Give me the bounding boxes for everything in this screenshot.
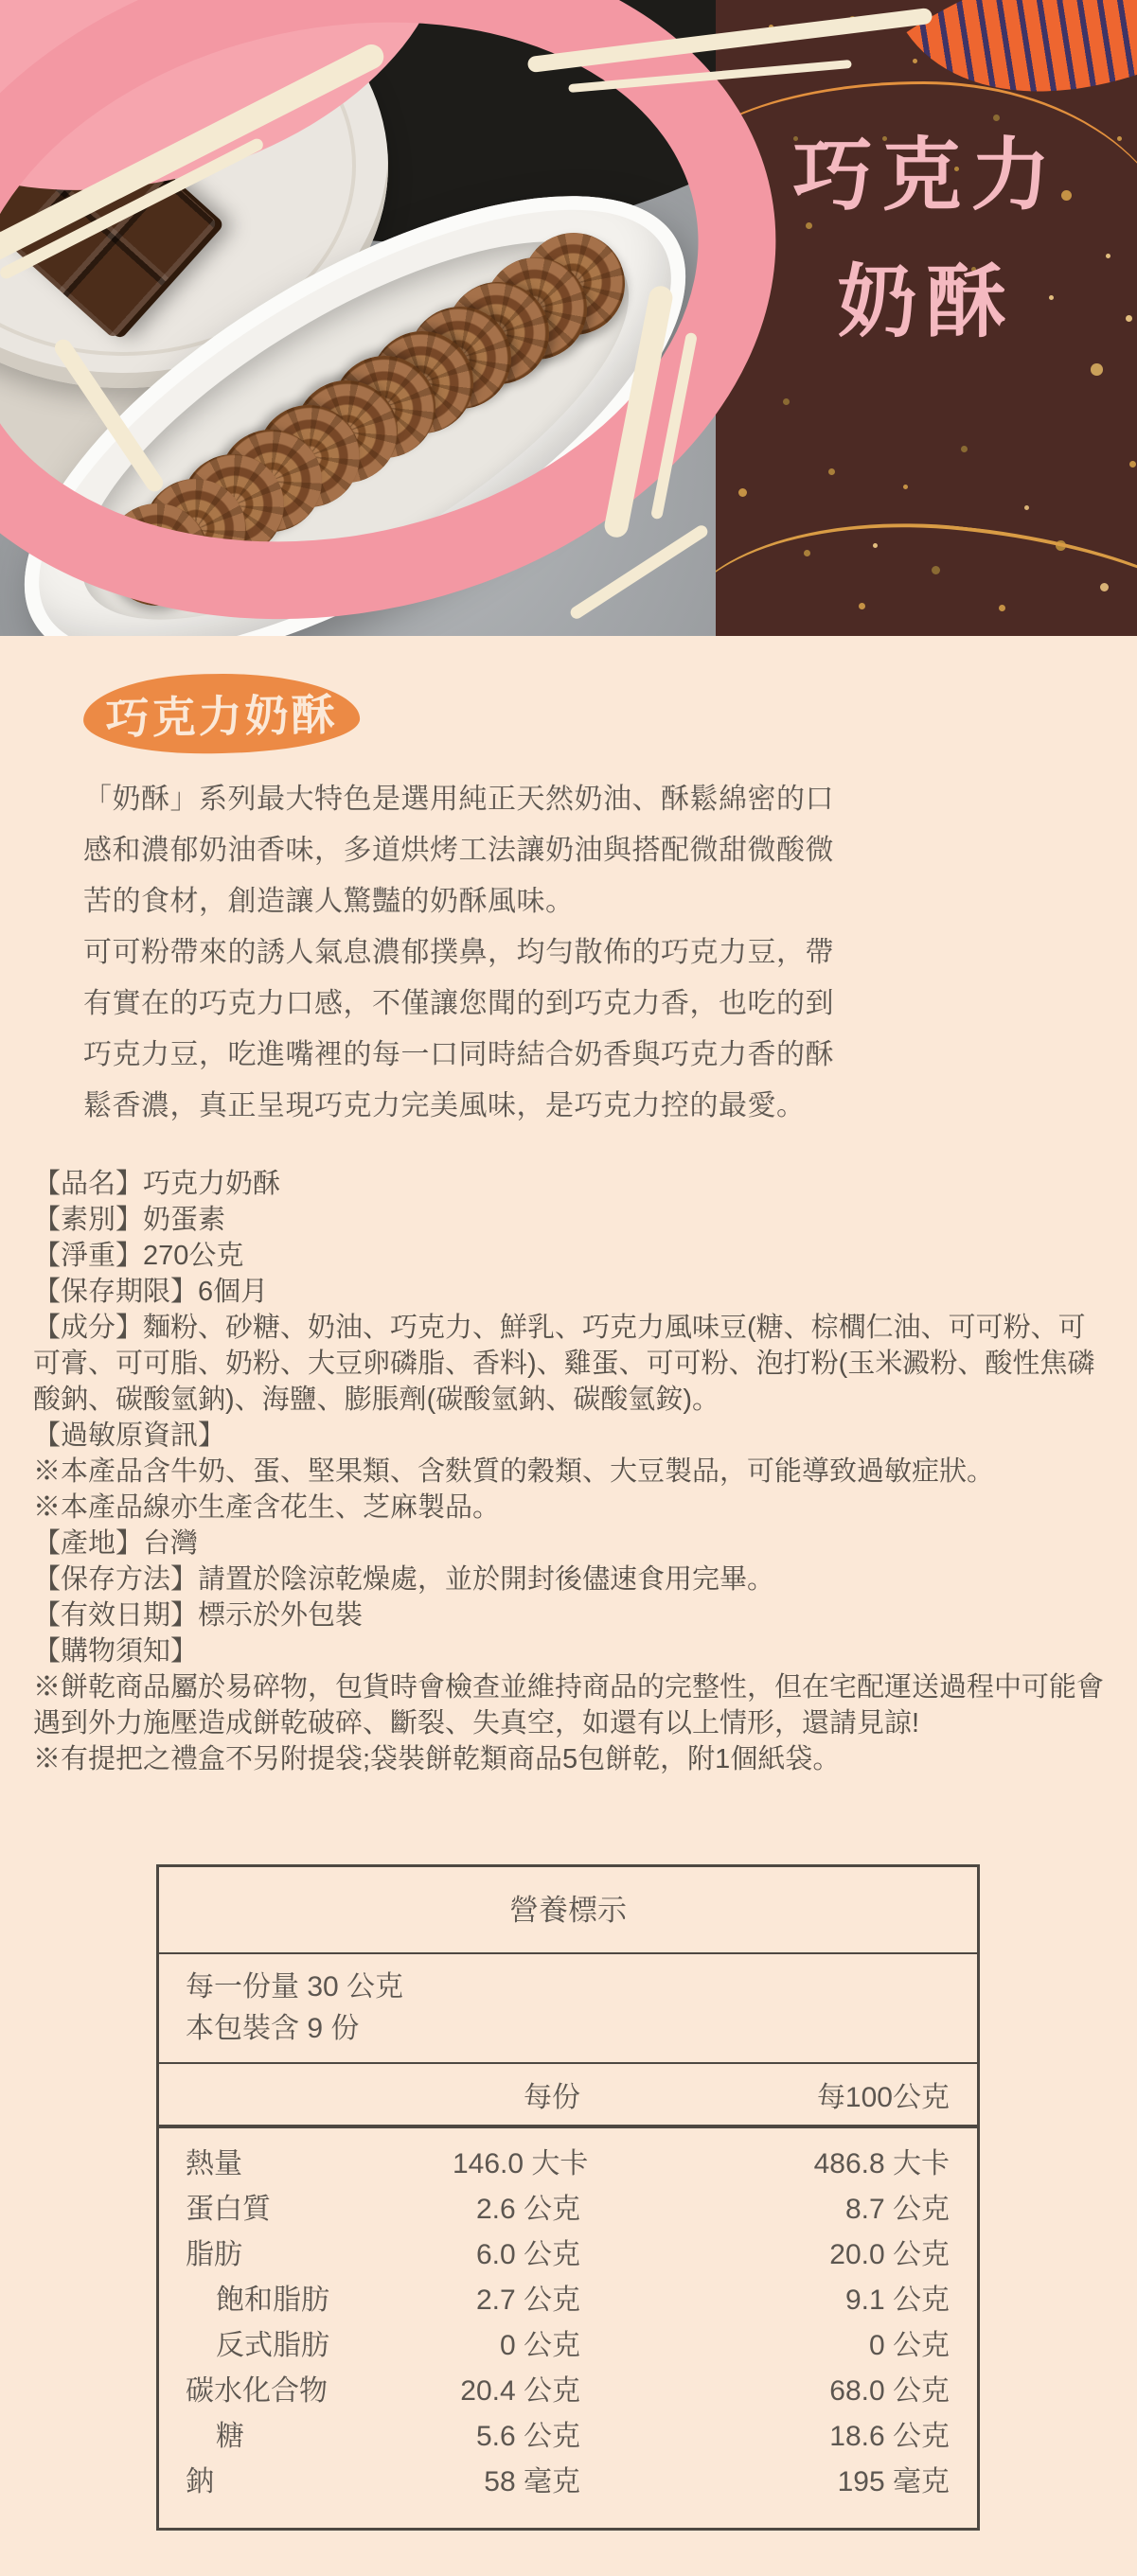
hero-banner [0,0,1137,636]
nutrient-label: 飽和脂肪 [216,2285,329,2316]
hero-product-title [716,112,1137,365]
detail-line: 【素別】奶蛋素 [33,1205,226,1235]
detail-line: ※有提把之禮盒不另附提袋;袋裝餅乾類商品5包餅乾，附1個紙袋。 [33,1744,841,1774]
table-row [159,2456,977,2501]
table-row [159,2320,977,2365]
product-name-badge: 巧克力奶酥 [82,671,360,755]
nutrient-per-100g: 8.7 公克 [844,2194,950,2225]
detail-line: ※餅乾商品屬於易碎物，包貨時會檢查並維持商品的完整性，但在宅配運送過程中可能會遇到外力施壓造成餅乾破碎、斷裂、失真空，如還有以上情形，還請見諒! [33,1672,1105,1738]
intro-paragraph: 可可粉帶來的誘人氣息濃郁撲鼻，均勻散佈的巧克力豆，帶有實在的巧克力口感，不僅讓您聞的到巧克力香，也吃的到巧克力豆，吃進嘴裡的每一口同時結合奶香與巧克力香的酥鬆香濃，真正呈現巧克力完美風味，是巧克力控的最愛。 [83,937,834,1121]
nutrient-per-100g: 68.0 公克 [829,2375,950,2407]
nutrition-table [156,1864,980,2531]
detail-line: 【有效日期】標示於外包裝 [33,1600,364,1631]
detail-line: 【成分】麵粉、砂糖、奶油、巧克力、鮮乳、巧克力風味豆(糖、棕櫚仁油、可可粉、可可膏、可可脂、奶粉、大豆卵磷脂、香料)、雞蛋、可可粉、泡打粉(玉米澱粉、酸性焦磷酸鈉、碳酸氫鈉)、海鹽、膨脹劑(碳酸氫鈉、碳酸氫銨)。 [33,1313,1095,1415]
nutrient-label: 脂肪 [186,2239,242,2270]
hero-title-line1: 巧克力 [792,128,1060,221]
nutrient-per-serving: 20.4 公克 [460,2375,580,2407]
detail-line: 【過敏原資訊】 [33,1420,226,1451]
nutrient-per-serving: 6.0 公克 [475,2239,580,2270]
nutrient-per-100g: 195 毫克 [837,2466,950,2497]
nutrient-per-serving: 2.6 公克 [475,2194,580,2225]
table-row [159,2274,977,2320]
detail-line: 【品名】巧克力奶酥 [33,1169,281,1199]
table-row [159,2365,977,2410]
nutrient-per-serving: 58 毫克 [484,2466,580,2497]
serving-info [159,1954,977,2064]
nutrient-label: 碳水化合物 [186,2375,328,2407]
nutrient-label: 糖 [216,2421,244,2452]
nutrition-body [159,2128,977,2528]
nutrient-label: 蛋白質 [186,2194,271,2225]
intro-paragraph: 「奶酥」系列最大特色是選用純正天然奶油、酥鬆綿密的口感和濃郁奶油香味，多道烘烤工法讓奶油與搭配微甜微酸微苦的食材，創造讓人驚豔的奶酥風味。 [83,784,834,917]
nutrient-label: 鈉 [186,2466,214,2497]
detail-line: ※本產品線亦生產含花生、芝麻製品。 [33,1492,501,1523]
nutrient-per-serving: 2.7 公克 [475,2285,580,2316]
table-row [159,2138,977,2183]
nutrient-per-100g: 0 公克 [868,2330,950,2361]
detail-line: ※本產品含牛奶、蛋、堅果類、含麩質的穀類、大豆製品，可能導致過敏症狀。 [33,1456,995,1487]
nutrient-per-serving: 5.6 公克 [475,2421,580,2452]
nutrition-title: 營養標示 [159,1867,977,1954]
nutrition-header-row [159,2064,977,2128]
nutrient-per-serving: 146.0 大卡 [453,2148,589,2179]
detail-line: 【保存方法】請置於陰涼乾燥處，並於開封後儘速食用完畢。 [33,1564,775,1595]
hero-brown-panel [716,0,1137,636]
nutrient-per-100g: 20.0 公克 [829,2239,950,2270]
col-header-per-100g: 每100公克 [816,2082,950,2113]
table-row [159,2410,977,2456]
col-header-per-serving: 每份 [524,2082,580,2113]
table-row [159,2229,977,2274]
detail-line: 【產地】台灣 [33,1528,199,1559]
intro-text [83,774,856,1132]
nutrient-label: 熱量 [186,2148,242,2179]
gold-arc-bottom [716,498,1137,636]
detail-line: 【淨重】270公克 [33,1241,244,1271]
serving-size: 每一份量 30 公克 [186,1971,404,2003]
servings-per-pack: 本包裝含 9 份 [186,2013,360,2044]
nutrient-per-100g: 9.1 公克 [844,2285,950,2316]
product-details [33,1166,1112,1777]
hero-title-line2: 奶酥 [837,255,1016,348]
detail-line: 【購物須知】 [33,1636,199,1667]
detail-line: 【保存期限】6個月 [33,1277,269,1307]
nutrient-per-100g: 486.8 大卡 [813,2148,950,2179]
table-row [159,2183,977,2229]
nutrient-per-100g: 18.6 公克 [829,2421,950,2452]
nutrient-per-serving: 0 公克 [499,2330,580,2361]
nutrient-label: 反式脂肪 [216,2330,329,2361]
